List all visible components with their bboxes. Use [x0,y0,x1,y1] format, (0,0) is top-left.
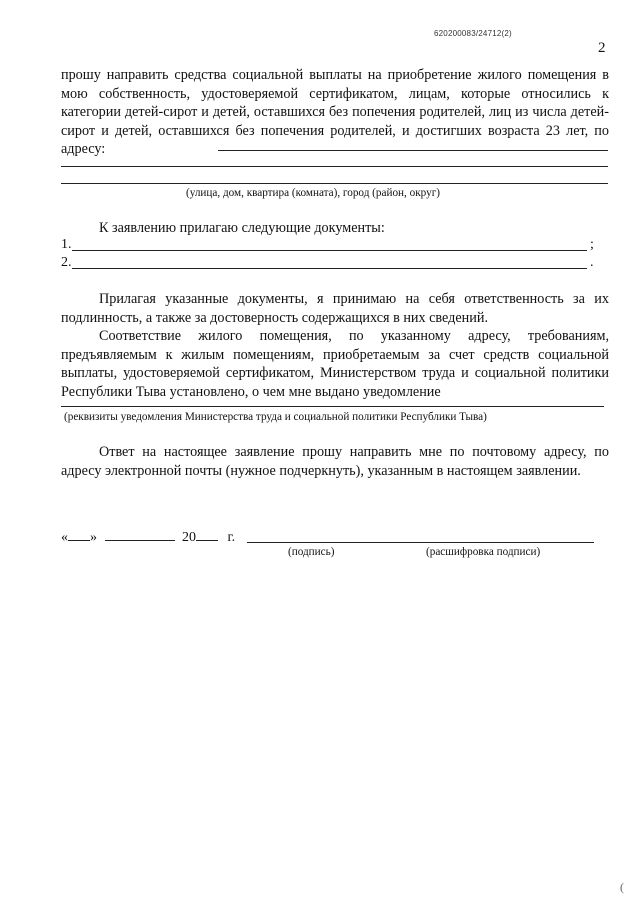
document-number: 620200083/24712(2) [434,29,512,38]
open-quote: « [61,530,68,545]
address-request-paragraph [61,66,609,159]
signature-line[interactable] [247,542,594,543]
responsibility-paragraph: Прилагая указанные документы, я принимаю на себя ответственность за их подлинность, а также за достоверность содержащихся в них сведений. [61,291,609,326]
month-blank[interactable] [105,528,175,541]
decode-signature-caption: (расшифровка подписи) [426,546,541,558]
day-blank[interactable] [68,528,90,541]
page-number: 2 [598,40,606,56]
notice-caption: (реквизиты уведомления Министерства труда и социальной политики Республики Тыва) [64,411,487,423]
year-blank[interactable] [196,528,218,541]
address-line-1[interactable] [218,150,608,151]
address-line-3[interactable] [61,183,608,184]
notice-line[interactable] [61,406,604,407]
reply-paragraph: Ответ на настоящее заявление прошу направить мне по почтовому адресу, по адресу электронной почты (нужное подчеркнуть), указанным в настоящем заявлении. [61,444,609,479]
document-item-2-number: 2. [61,255,72,270]
date-field[interactable] [61,528,235,546]
document-item-2-line[interactable] [72,268,587,269]
year-prefix: 20 [182,530,196,545]
compliance-paragraph: Соответствие жилого помещения, по указанному адресу, требованиям, предъявляемым к жилым помещениям, приобретаемым за счет средств социальной выплаты, удостоверяемой сертификатом, Министерством труда и социальной политики Республики Тыва установлено, о чем мне выдано уведомление [61,328,609,400]
documents-intro: К заявлению прилагаю следующие документы: [99,220,385,236]
year-suffix: г. [227,530,236,545]
close-quote: » [90,530,97,545]
document-item-1-line[interactable] [72,250,587,251]
address-caption: (улица, дом, квартира (комната), город (район, округ) [186,187,441,199]
address-line-2[interactable] [61,166,608,167]
corner-mark: ( [620,880,624,894]
document-item-1-end: ; [590,237,594,252]
document-item-1-number: 1. [61,237,72,252]
signature-caption: (подпись) [288,546,335,558]
document-item-2-end: . [590,255,594,270]
address-request-text: прошу направить средства социальной выплаты на приобретение жилого помещения в мою собственность, удостоверяемой сертификатом, лицам, которые относились к категории детей-сирот и детей, оставшихся без попечения родителей, лиц из числа детей-сирот и детей, оставшихся без попечения родителей, и достигших возраста 23 лет, по адресу: [61,67,609,157]
